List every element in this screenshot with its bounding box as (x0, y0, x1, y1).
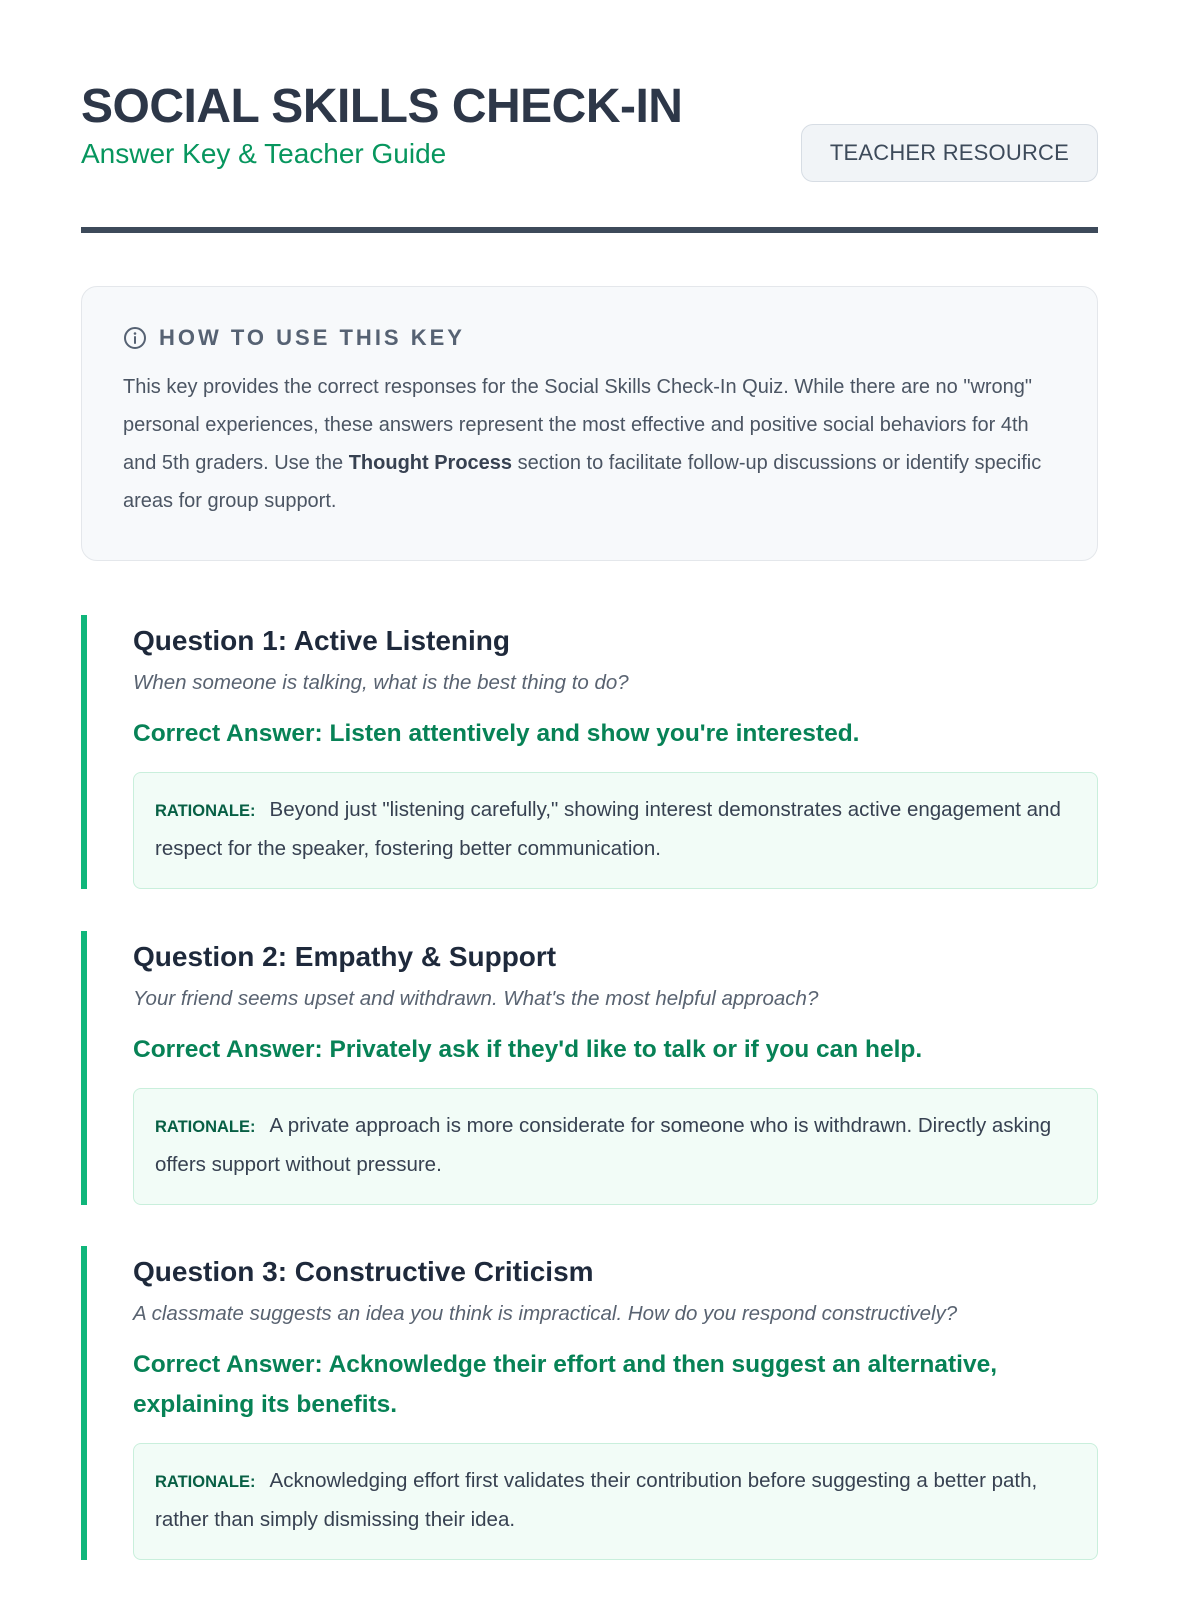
how-to-use-panel (81, 286, 1098, 561)
info-icon (123, 326, 147, 350)
how-to-use-heading-text: HOW TO USE THIS KEY (159, 325, 465, 350)
rationale-text: A private approach is more considerate for someone who is withdrawn. Directly asking offers support without pressure. (155, 1114, 1052, 1176)
rationale-box (133, 772, 1098, 889)
how-to-use-heading (123, 325, 1056, 351)
rationale-box (133, 1088, 1098, 1205)
question-prompt: Your friend seems upset and withdrawn. What's the most helpful approach? (133, 987, 819, 1010)
question-card-3 (81, 1246, 1098, 1560)
question-title: Question 2: Empathy & Support (133, 941, 557, 972)
rationale-text: Acknowledging effort first validates their contribution before suggesting a better path, rather than simply dismissing their idea. (155, 1469, 1038, 1531)
how-to-use-body (123, 368, 1056, 520)
correct-answer: Correct Answer: Listen attentively and show you're interested. (133, 720, 860, 747)
question-title: Question 1: Active Listening (133, 625, 511, 656)
page-subtitle: Answer Key & Teacher Guide (81, 137, 447, 169)
teacher-resource-badge: TEACHER RESOURCE (801, 124, 1098, 182)
how-to-use-text-2: section to facilitate follow-up discussions or identify specific areas for group support. (123, 452, 1042, 512)
question-prompt: When someone is talking, what is the best thing to do? (133, 671, 629, 694)
question-card-2 (81, 931, 1098, 1205)
page-title: SOCIAL SKILLS CHECK-IN (81, 80, 683, 133)
header-divider (81, 227, 1098, 233)
thought-process-emphasis: Thought Process (348, 452, 513, 474)
rationale-box (133, 1443, 1098, 1560)
rationale-text: Beyond just "listening carefully," showing interest demonstrates active engagement and respect for the speaker, fostering better communication. (155, 798, 1061, 860)
rationale-label: RATIONALE: (155, 1473, 256, 1491)
question-prompt: A classmate suggests an idea you think is impractical. How do you respond constructively? (133, 1302, 958, 1325)
correct-answer: Correct Answer: Acknowledge their effort and then suggest an alternative, explaining its benefits. (133, 1351, 998, 1418)
page-header (81, 0, 1098, 169)
correct-answer: Correct Answer: Privately ask if they'd like to talk or if you can help. (133, 1036, 923, 1063)
question-title: Question 3: Constructive Criticism (133, 1256, 594, 1287)
question-card-1 (81, 615, 1098, 889)
rationale-label: RATIONALE: (155, 1118, 256, 1136)
rationale-label: RATIONALE: (155, 802, 256, 820)
how-to-use-text-1: This key provides the correct responses for the Social Skills Check-In Quiz. While there are no "wrong" personal experiences, these answers represent the most effective and positive social behaviors for 4th and 5th graders. Use the (123, 376, 1033, 474)
